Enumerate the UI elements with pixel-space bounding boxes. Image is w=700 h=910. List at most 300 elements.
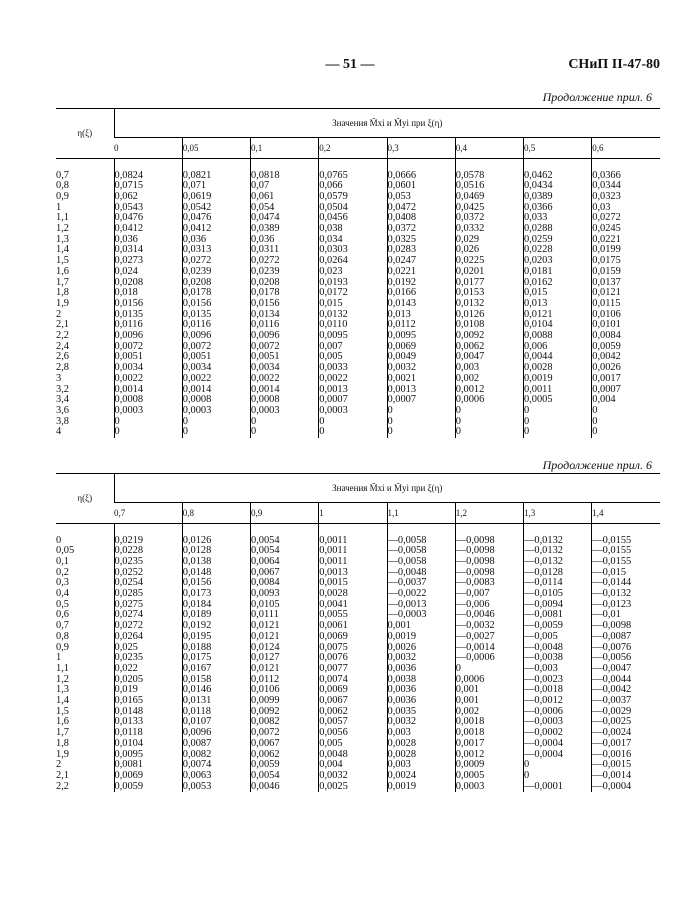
eta-value: 0,05 — [56, 545, 75, 557]
table-cell: 0,0032 — [387, 652, 417, 664]
table-cell: 0,0116 — [114, 319, 143, 331]
table-cell: 0,0012 — [455, 383, 485, 395]
table-cell: 0,0062 — [455, 340, 485, 352]
table-cell: 0,0221 — [592, 233, 621, 245]
table-cell: 0,0067 — [319, 695, 348, 707]
table-cell: —0,01 — [592, 609, 621, 621]
table-cell: 0,0158 — [182, 673, 212, 685]
table-cell: —0,0025 — [592, 716, 632, 728]
table-cell: 0,0013 — [319, 566, 348, 578]
table-cell: 0,0064 — [251, 555, 280, 567]
table-cell: 0,0006 — [455, 394, 485, 406]
table-cell: 0,0069 — [114, 769, 144, 781]
eta-value: 1,4 — [56, 695, 69, 707]
table-cell: 0,0048 — [319, 748, 348, 760]
table-cell: 0,0131 — [182, 695, 212, 707]
table-cell: 0,013 — [387, 308, 411, 320]
eta-value: 2,1 — [56, 769, 69, 781]
table-cell: 0,0175 — [182, 652, 212, 664]
table-cell: 0,0181 — [524, 265, 553, 277]
table-cell: 0,0275 — [114, 598, 144, 610]
table-cell: 0,0175 — [592, 255, 621, 267]
table-cell: 0,0274 — [114, 609, 144, 621]
table-cell: 0 — [114, 426, 120, 438]
table-cell: 0,0172 — [319, 287, 348, 299]
table-cell: 0,0188 — [182, 641, 212, 653]
table-cell: 0,0056 — [319, 727, 348, 739]
table-cell: 0,0156 — [114, 297, 144, 309]
table-cell: 0,0019 — [387, 780, 417, 792]
table-cell: —0,0128 — [524, 566, 563, 578]
table-cell: —0,003 — [524, 662, 558, 674]
table-cell: 0,0017 — [592, 372, 621, 384]
table-cell: 0,0192 — [182, 620, 212, 632]
table-cell: 0,0084 — [251, 577, 280, 589]
table-cell: 0,036 — [114, 233, 138, 245]
table-cell: —0,0006 — [455, 652, 495, 664]
table-cell: 0,0059 — [251, 759, 280, 771]
table-cell: 0,0013 — [319, 383, 348, 395]
column-header: 0,3 — [387, 138, 455, 159]
table-cell: 0 — [319, 426, 325, 438]
table-cell: 0,0018 — [455, 727, 485, 739]
table-cell: 0,0092 — [251, 705, 280, 717]
eta-value: 1,7 — [56, 276, 69, 288]
eta-value: 2,1 — [56, 319, 69, 331]
table-cell: 0,0121 — [524, 308, 553, 320]
eta-value: 0,7 — [56, 620, 69, 632]
table-cell: 0,0044 — [524, 351, 553, 363]
value-column — [114, 536, 182, 793]
table-cell: 0,0088 — [524, 330, 553, 342]
eta-value: 1,9 — [56, 297, 69, 309]
table-cell: 0 — [114, 415, 120, 427]
table-cell: 0,0036 — [387, 662, 417, 674]
column-header: 0,7 — [114, 503, 182, 524]
table-cell: 0 — [387, 426, 393, 438]
table-cell: 0,0821 — [182, 169, 212, 181]
table-cell: 0,0034 — [251, 362, 280, 374]
table-cell: 0,034 — [319, 233, 343, 245]
table-cell: 0,0228 — [114, 545, 144, 557]
table-cell: 0,0032 — [387, 362, 417, 374]
table-cell: 0,033 — [524, 212, 548, 224]
table-cell: 0,03 — [592, 201, 611, 213]
table-cell: 0,002 — [455, 705, 480, 717]
table-cell: 0,0121 — [592, 287, 621, 299]
column-header-row — [56, 503, 660, 524]
table-cell: —0,0023 — [524, 673, 563, 685]
table-cell: —0,0014 — [592, 769, 632, 781]
eta-value: 1,6 — [56, 716, 69, 728]
eta-value: 2 — [56, 308, 62, 320]
table-cell: —0,0004 — [524, 737, 563, 749]
table-cell: —0,0123 — [592, 598, 632, 610]
page-header — [0, 57, 700, 77]
table-cell: 0,0059 — [114, 780, 144, 792]
table-cell: 0,0137 — [592, 276, 621, 288]
table-cell: 0,0035 — [387, 705, 417, 717]
table-cell: 0,0003 — [182, 404, 212, 416]
table-cell: —0,006 — [455, 598, 490, 610]
table-cell: 0,0024 — [387, 769, 417, 781]
eta-value: 1,3 — [56, 684, 69, 696]
eta-value: 1,1 — [56, 212, 69, 224]
table-cell: 0,0072 — [251, 340, 280, 352]
table-cell: 0,0017 — [455, 737, 485, 749]
table-cell: 0,0173 — [182, 588, 212, 600]
table-cell: —0,0059 — [524, 620, 563, 632]
table-cell: —0,0004 — [592, 780, 632, 792]
table-cell: 0,0106 — [251, 684, 280, 696]
table-cell: 0,071 — [182, 180, 207, 192]
table-cell: —0,0081 — [524, 609, 563, 621]
table-cell: 0,0034 — [182, 362, 212, 374]
table-cell: 0,0036 — [387, 695, 417, 707]
value-column — [387, 171, 455, 439]
table-cell: 0,0054 — [251, 534, 280, 546]
table-cell: 0,002 — [455, 372, 480, 384]
table-cell: 0,0026 — [387, 641, 417, 653]
table-cell: 0,0112 — [251, 673, 280, 685]
table-cell: 0,0008 — [251, 394, 280, 406]
table-cell: —0,0014 — [455, 641, 495, 653]
table-cell: 0,005 — [319, 351, 343, 363]
table-cell: 0,0128 — [182, 545, 212, 557]
eta-value: 0,3 — [56, 577, 69, 589]
table-cell: —0,0002 — [524, 727, 563, 739]
table-cell: 0,0166 — [387, 287, 417, 299]
column-header: 0,1 — [251, 138, 319, 159]
table-cell: 0 — [455, 426, 461, 438]
table-cell: 0,0111 — [251, 609, 279, 621]
table-cell: 0,025 — [114, 641, 138, 653]
table-cell: —0,0038 — [524, 652, 563, 664]
table-cell: 0,0153 — [455, 287, 485, 299]
table-cell: 0,0081 — [114, 759, 144, 771]
table-cell: 0,004 — [319, 759, 343, 771]
table-cell: 0,0132 — [319, 308, 348, 320]
table-cell: 0,0021 — [387, 372, 417, 384]
table-cell: 0,005 — [319, 737, 343, 749]
eta-value: 1 — [56, 201, 62, 213]
table-cell: 0,036 — [182, 233, 207, 245]
table-cell: 0,006 — [524, 340, 548, 352]
table-cell: 0,029 — [455, 233, 480, 245]
table-cell: 0,0252 — [114, 566, 144, 578]
table-cell: 0,0105 — [251, 598, 280, 610]
table-cell: 0,0156 — [182, 577, 212, 589]
table-cell: 0,0115 — [592, 297, 621, 309]
table-cell: 0,0195 — [182, 630, 212, 642]
table-cell: 0,0075 — [319, 641, 348, 653]
table-cell: 0,0283 — [387, 244, 417, 256]
eta-value: 0,6 — [56, 609, 69, 621]
table-cell: 0 — [524, 769, 530, 781]
eta-value: 0,9 — [56, 641, 69, 653]
table-cell: 0,0062 — [319, 705, 348, 717]
table-cell: 0 — [182, 415, 188, 427]
eta-value: 1,2 — [56, 673, 69, 685]
table-cell: —0,0029 — [592, 705, 632, 717]
table-cell: 0,0184 — [182, 598, 212, 610]
table-cell: —0,0076 — [592, 641, 632, 653]
table-cell: 0 — [524, 415, 530, 427]
eta-value: 0,2 — [56, 566, 69, 578]
eta-value: 2 — [56, 759, 62, 771]
column-header: 1,2 — [455, 503, 523, 524]
eta-value: 0,9 — [56, 190, 69, 202]
column-header: 0,05 — [182, 138, 250, 159]
table-cell: 0,0516 — [455, 180, 485, 192]
column-header: 0,6 — [592, 138, 660, 159]
table-cell: 0,0008 — [182, 394, 212, 406]
value-column — [251, 536, 319, 793]
table-cell: —0,0058 — [387, 545, 427, 557]
eta-value: 0,1 — [56, 555, 69, 567]
table-cell: 0,0156 — [251, 297, 280, 309]
table-cell: 0,0132 — [455, 297, 485, 309]
table-cell: 0,0143 — [387, 297, 417, 309]
table-cell: —0,0094 — [524, 598, 563, 610]
table-cell: 0,0034 — [114, 362, 144, 374]
table-cell: 0,0121 — [251, 630, 280, 642]
table-cell: 0,0579 — [319, 190, 348, 202]
table-cell: 0 — [455, 415, 461, 427]
table-cell: 0,0456 — [319, 212, 348, 224]
table-cell: 0,0325 — [387, 233, 417, 245]
eta-header: η(ξ) — [56, 474, 114, 524]
table-cell: 0,066 — [319, 180, 343, 192]
eta-column — [56, 171, 114, 439]
table-cell: —0,0155 — [592, 534, 632, 546]
eta-value: 0,4 — [56, 588, 69, 600]
table-cell: 0,0084 — [592, 330, 621, 342]
table-cell: 0,0118 — [182, 705, 211, 717]
table-cell: 0,0051 — [182, 351, 212, 363]
table-cell: 0,0332 — [455, 223, 485, 235]
table-cell: 0,0235 — [114, 555, 144, 567]
continuation-label-1: Продолжение прил. 6 — [542, 90, 652, 104]
table-cell: 0,0022 — [319, 372, 348, 384]
table-cell: 0,0219 — [114, 534, 144, 546]
table-cell: 0,0009 — [455, 759, 485, 771]
table-cell: 0,0239 — [251, 265, 280, 277]
column-header: 1,3 — [524, 503, 592, 524]
table-cell: 0,0096 — [182, 727, 212, 739]
table-cell: 0,0028 — [387, 748, 417, 760]
table-cell: 0 — [524, 404, 530, 416]
table-cell: 0,0026 — [592, 362, 621, 374]
table-cell: 0,0313 — [182, 244, 212, 256]
table-cell: 0 — [251, 426, 257, 438]
table-cell: 0,0041 — [319, 598, 348, 610]
table-cell: —0,0098 — [592, 620, 632, 632]
eta-value: 1 — [56, 652, 62, 664]
eta-value: 2,2 — [56, 780, 69, 792]
table-cell: 0,0067 — [251, 566, 280, 578]
table-cell: 0,024 — [114, 265, 138, 277]
table-caption: Значения M̃xi и M̃yi при ξ(η) — [114, 109, 660, 138]
column-header: 0,9 — [251, 503, 319, 524]
table-cell: 0,0134 — [251, 308, 280, 320]
table-cell: 0,0007 — [592, 383, 621, 395]
table-cell: 0,0159 — [592, 265, 621, 277]
table-cell: 0,0036 — [387, 684, 417, 696]
table-cell: 0,07 — [251, 180, 270, 192]
table-cell: 0,0067 — [251, 737, 280, 749]
table-cell: 0,0116 — [251, 319, 280, 331]
table-cell: 0,0096 — [251, 330, 280, 342]
eta-value: 2,6 — [56, 351, 69, 363]
table-cell: 0,0019 — [387, 630, 417, 642]
table-cell: 0,026 — [455, 244, 480, 256]
table-cell: 0,0272 — [114, 620, 144, 632]
table-cell: 0,0288 — [524, 223, 553, 235]
table-cell: 0,0259 — [524, 233, 553, 245]
table-cell: 0,061 — [251, 190, 275, 202]
table-cell: 0,054 — [251, 201, 275, 213]
eta-value: 0,5 — [56, 598, 69, 610]
table-cell: —0,015 — [592, 566, 627, 578]
table-cell: 0,0063 — [182, 769, 212, 781]
table-cell: 0,0192 — [387, 276, 417, 288]
table-cell: 0,001 — [387, 620, 411, 632]
table-body — [56, 171, 660, 439]
table-cell: 0,0106 — [592, 308, 621, 320]
table-cell: 0,0148 — [182, 566, 212, 578]
column-header: 0,8 — [182, 503, 250, 524]
table-cell: 0,0264 — [114, 630, 144, 642]
table-cell: 0,007 — [319, 340, 343, 352]
table-cell: 0,0104 — [524, 319, 553, 331]
table-cell: 0,0007 — [319, 394, 348, 406]
table-cell: —0,0132 — [524, 555, 563, 567]
table-cell: 0,053 — [387, 190, 411, 202]
eta-value: 0,8 — [56, 180, 69, 192]
table-cell: 0,0013 — [387, 383, 417, 395]
table-cell: —0,0114 — [524, 577, 563, 589]
eta-header: η(ξ) — [56, 109, 114, 159]
table-cell: 0,0028 — [319, 588, 348, 600]
table-cell: 0,0055 — [319, 609, 348, 621]
table-cell: —0,0037 — [592, 695, 632, 707]
page-number: — 51 — — [325, 57, 375, 72]
column-header-row — [56, 138, 660, 159]
table-cell: —0,0027 — [455, 630, 495, 642]
table-cell: 0,0046 — [251, 780, 280, 792]
table-cell: —0,0018 — [524, 684, 563, 696]
table-cell: 0,0235 — [114, 652, 144, 664]
table-cell: 0,0228 — [524, 244, 553, 256]
table-cell: 0,0118 — [114, 727, 143, 739]
table-cell: 0,0022 — [251, 372, 280, 384]
table-cell: 0,0245 — [592, 223, 621, 235]
table-cell: 0,003 — [387, 759, 411, 771]
table-cell: 0,0092 — [455, 330, 485, 342]
table-cell: 0,0057 — [319, 716, 348, 728]
table-cell: 0,0033 — [319, 362, 348, 374]
table-cell: 0,0666 — [387, 169, 417, 181]
table-cell: 0 — [387, 415, 393, 427]
table-cell: 0,0272 — [251, 255, 280, 267]
table-cell: 0,0072 — [251, 727, 280, 739]
table-cell: 0,0462 — [524, 169, 553, 181]
table-cell: 0,0082 — [182, 748, 212, 760]
table-cell: 0,0205 — [114, 673, 144, 685]
eta-value: 3,2 — [56, 383, 69, 395]
table-cell: 0,0096 — [182, 330, 212, 342]
table-cell: 0,0619 — [182, 190, 212, 202]
eta-value: 1,1 — [56, 662, 69, 674]
table-cell: 0 — [182, 426, 188, 438]
table-cell: 0,0061 — [319, 620, 348, 632]
table-cell: 0,003 — [455, 362, 480, 374]
table-cell: 0,0208 — [251, 276, 280, 288]
table-cell: 0,0138 — [182, 555, 212, 567]
table-cell: 0,0476 — [114, 212, 144, 224]
table-cell: 0,004 — [592, 394, 616, 406]
table-cell: 0,0146 — [182, 684, 212, 696]
eta-value: 1,2 — [56, 223, 69, 235]
table-cell: 0,0199 — [592, 244, 621, 256]
table-cell: 0,0087 — [182, 737, 212, 749]
table-cell: —0,0083 — [455, 577, 495, 589]
table-cell: 0,0165 — [114, 695, 144, 707]
table-cell: 0,0053 — [182, 780, 212, 792]
table-cell: 0 — [319, 415, 325, 427]
table-cell: 0,0285 — [114, 588, 144, 600]
value-column — [319, 536, 387, 793]
values-table-2 — [56, 473, 660, 792]
continuation-label-2: Продолжение прил. 6 — [542, 458, 652, 472]
table-cell: 0,015 — [524, 287, 548, 299]
table-cell: 0,0011 — [319, 555, 348, 567]
table-cell: —0,0022 — [387, 588, 427, 600]
table-cell: 0,015 — [319, 297, 343, 309]
doc-code: СНиП II-47-80 — [568, 57, 660, 72]
eta-value: 3,6 — [56, 404, 69, 416]
table-cell: 0,0069 — [319, 630, 348, 642]
table-cell: 0,0135 — [114, 308, 144, 320]
table-cell: 0,0178 — [251, 287, 280, 299]
table-cell: 0,0074 — [182, 759, 212, 771]
column-header: 1 — [319, 503, 387, 524]
table-cell: 0,0074 — [319, 673, 348, 685]
table-cell: 0,0032 — [387, 716, 417, 728]
table-body — [56, 536, 660, 793]
table-cell: 0,0099 — [251, 695, 280, 707]
table-cell: —0,0087 — [592, 630, 632, 642]
values-table-1 — [56, 108, 660, 438]
table-cell: —0,0144 — [592, 577, 632, 589]
table-cell: —0,0098 — [455, 566, 495, 578]
table-cell: 0,0121 — [251, 662, 280, 674]
table-cell: 0,0366 — [524, 201, 553, 213]
value-column — [524, 171, 592, 439]
table-cell: 0,0051 — [114, 351, 144, 363]
eta-value: 1,4 — [56, 244, 69, 256]
eta-value: 2,4 — [56, 340, 69, 352]
table-cell: 0,0038 — [387, 673, 417, 685]
table-cell: 0,0022 — [182, 372, 212, 384]
table-cell: 0,0189 — [182, 609, 212, 621]
table-cell: 0,0025 — [319, 780, 348, 792]
table-cell: 0,0601 — [387, 180, 417, 192]
eta-value: 1,3 — [56, 233, 69, 245]
table-cell: 0,0003 — [319, 404, 348, 416]
table-cell: 0,0095 — [319, 330, 348, 342]
